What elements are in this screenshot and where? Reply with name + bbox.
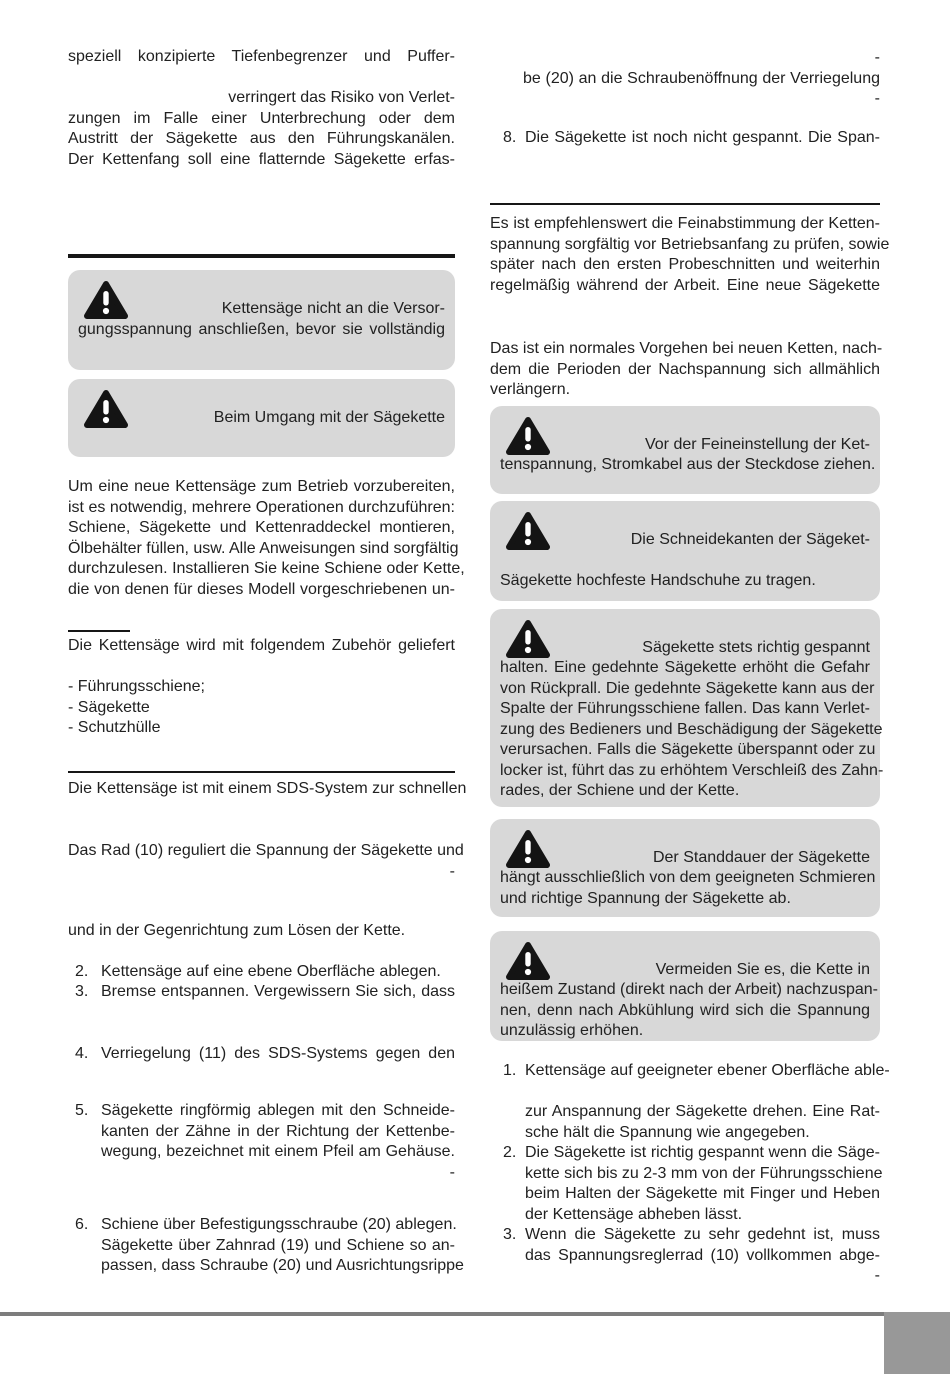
text-line: Das Rad (10) reguliert die Spannung der Sägekette und — [68, 842, 464, 859]
footer-rule — [0, 1312, 884, 1316]
text-line: Beim Umgang mit der Sägekette — [213, 409, 445, 426]
list-number: 1. — [503, 1061, 517, 1079]
text-line: Spalte der Führungsschiene fallen. Das kann Verlet- — [500, 700, 870, 717]
warning-triangle-icon — [505, 619, 551, 659]
text-line: dem die Perioden der Nachspannung sich allmählich — [490, 360, 880, 378]
warning-box — [490, 406, 880, 494]
text-line: Verriegelung (11) des SDS-Systems gegen den — [101, 1044, 455, 1062]
text-line: das Spannungsreglerrad (10) vollkommen abge- — [525, 1246, 880, 1264]
right-column — [490, 0, 890, 1287]
text-line: und in der Gegenrichtung zum Lösen der Kette. — [68, 922, 406, 939]
list-item — [68, 982, 455, 1003]
warning-triangle-icon — [83, 389, 129, 429]
paragraph — [68, 921, 455, 942]
paragraph — [68, 841, 464, 882]
text-line: Schiene über Befestigungsschraube (20) ablegen. — [101, 1216, 457, 1233]
text-line: - — [449, 862, 455, 880]
text-line: Sägekette hochfeste Handschuhe zu tragen. — [500, 571, 816, 589]
paragraph — [490, 339, 883, 401]
text-line: - — [874, 90, 880, 107]
text-line: - — [874, 49, 880, 66]
text-line: - — [874, 1267, 880, 1284]
warning-triangle-icon — [83, 280, 129, 320]
text-line: Austritt der Sägekette aus den Führungskanälen. — [68, 130, 455, 147]
warning-triangle-icon — [505, 511, 551, 551]
text-line: verlängern. — [490, 381, 571, 398]
text-line: Der Standdauer der Sägekette — [652, 848, 870, 866]
warning-triangle-icon — [505, 829, 551, 869]
text-line: locker ist, führt das zu erhöhtem Verschleiß des Zahn- — [500, 761, 884, 779]
text-line: wegung, bezeichnet mit einem Pfeil am Gehäuse. — [101, 1143, 455, 1160]
text-line: Die Kettensäge wird mit folgendem Zubehör geliefert — [68, 637, 455, 654]
text-line: beim Halten der Sägekette mit Finger und Heben — [525, 1185, 880, 1202]
text-line: zung des Bedieners und Beschädigung der Sägekette — [500, 720, 883, 738]
text-line: nen, denn nach Abkühlung wird sich die Spannung — [500, 1001, 870, 1019]
text-line: tenspannung, Stromkabel aus der Steckdose ziehen. — [500, 456, 876, 473]
text-line: heißem Zustand (direkt nach der Arbeit) nachzuspan- — [500, 981, 878, 998]
text-line: Sägekette ringförmig ablegen mit den Schneide- — [101, 1102, 455, 1119]
list-number: 5. — [75, 1102, 89, 1119]
warning-box — [490, 501, 880, 601]
text-line: Ölbehälter füllen, usw. Alle Anweisungen sind sorgfältig — [68, 539, 459, 557]
text-line: - Führungsschiene; — [68, 678, 205, 695]
divider-rule — [68, 630, 130, 632]
text-line: zungen im Falle einer Unterbrechung oder dem — [68, 109, 455, 127]
list-item — [490, 1143, 883, 1225]
text-line: Schiene, Sägekette und Kettenraddeckel montieren, — [68, 519, 455, 536]
text-line: rades, der Schiene und der Kette. — [500, 782, 740, 799]
warning-box — [490, 819, 880, 917]
text-line: Vermeiden Sie es, die Kette in — [655, 960, 870, 978]
text-line: Der Kettenfang soll eine flatternde Sägekette erfas- — [68, 150, 455, 168]
divider-rule — [68, 771, 455, 773]
text-line: durchzulesen. Installieren Sie keine Schiene oder Kette, — [68, 560, 465, 577]
list-item — [490, 1225, 880, 1287]
list-number: 6. — [75, 1216, 89, 1233]
list-item — [68, 1215, 464, 1277]
text-line: - Sägekette — [68, 698, 150, 716]
text-line: von Rückprall. Die gedehnte Sägekette kann aus der — [500, 679, 875, 697]
text-line: speziell konzipierte Tiefenbegrenzer und Puffer- — [68, 48, 455, 65]
text-line: - — [449, 1163, 455, 1181]
text-line: spannung sorgfältig vor Betriebsanfang zu prüfen, sowie — [490, 235, 890, 253]
text-line: gungsspannung anschließen, bevor sie vollständig — [78, 320, 445, 338]
text-line: später nach den ersten Probeschnitten und weiterhin — [490, 256, 880, 273]
warning-box — [490, 609, 884, 807]
blank-line — [68, 657, 455, 678]
paragraph — [68, 477, 465, 600]
text-line: - Schutzhülle — [68, 719, 161, 736]
text-line: Die Sägekette ist richtig gespannt wenn die Säge- — [525, 1144, 880, 1161]
text-line: der Kettensäge abheben lässt. — [525, 1205, 743, 1223]
paragraph — [490, 1102, 880, 1143]
list-number: 3. — [75, 983, 89, 1000]
text-line: halten. Eine gedehnte Sägekette erhöht die Gefahr — [500, 659, 870, 676]
paragraph — [490, 214, 890, 296]
text-line: be (20) an die Schraubenöffnung der Verriegelung — [523, 69, 880, 87]
list-number: 2. — [75, 962, 89, 980]
warning-box — [68, 270, 455, 370]
text-line: zur Anspannung der Sägekette drehen. Eine Rat- — [525, 1103, 880, 1120]
text-line: regelmäßig während der Arbeit. Eine neue Sägekette — [490, 276, 880, 294]
page-corner-block — [884, 1312, 950, 1374]
divider-rule — [490, 203, 880, 205]
divider-rule — [68, 254, 455, 258]
list-number: 2. — [503, 1144, 517, 1161]
list-item — [68, 962, 455, 983]
text-line: verringert das Risiko von Verlet- — [228, 89, 455, 106]
warning-box — [68, 379, 455, 457]
left-column — [68, 0, 467, 1277]
list-number: 4. — [75, 1044, 89, 1062]
text-line: sche hält die Spannung wie angegeben. — [525, 1123, 810, 1141]
paragraph — [68, 636, 455, 739]
text-line: Um eine neue Kettensäge zum Betrieb vorzubereiten, — [68, 478, 455, 495]
text-line: kette sich bis zu 2-3 mm von der Führungsschiene — [525, 1164, 883, 1182]
paragraph — [68, 47, 455, 170]
blank-line — [500, 550, 870, 571]
text-line: die von denen für dieses Modell vorgeschriebenen un- — [68, 580, 455, 598]
paragraph — [490, 48, 880, 110]
text-line: Kettensäge auf geeigneter ebener Oberfläche able- — [525, 1061, 890, 1079]
text-line: Sägekette über Zahnrad (19) und Schiene so an- — [101, 1236, 455, 1254]
text-line: Vor der Feineinstellung der Ket- — [644, 435, 870, 453]
list-item — [68, 1044, 455, 1065]
text-line: hängt ausschließlich von dem geeigneten Schmieren — [500, 869, 876, 886]
text-line: Die Schneidekanten der Sägeket- — [630, 530, 870, 548]
list-item — [490, 1061, 890, 1082]
list-number: 8. — [503, 128, 517, 146]
text-line: und richtige Spannung der Sägekette ab. — [500, 889, 791, 907]
paragraph — [68, 779, 467, 800]
text-line: Die Sägekette ist noch nicht gespannt. Die Span- — [525, 128, 880, 146]
text-line: Die Kettensäge ist mit einem SDS-System zur schnellen — [68, 779, 467, 797]
text-line: verursachen. Falls die Sägekette überspannt oder zu — [500, 741, 876, 758]
text-line: unzulässig erhöhen. — [500, 1022, 644, 1039]
text-line: Bremse entspannen. Vergewissern Sie sich, dass — [101, 983, 455, 1000]
warning-triangle-icon — [505, 416, 551, 456]
list-number: 3. — [503, 1226, 517, 1243]
text-line: Es ist empfehlenswert die Feinabstimmung der Ketten- — [490, 215, 880, 232]
text-line: passen, dass Schraube (20) und Ausrichtungsrippe — [101, 1257, 464, 1274]
text-line: Kettensäge nicht an die Versor- — [221, 300, 445, 317]
text-line: kanten der Zähne in der Richtung der Kettenbe- — [101, 1122, 455, 1140]
list-item — [68, 1101, 455, 1183]
text-line: Wenn die Sägekette zu sehr gedehnt ist, muss — [525, 1226, 880, 1243]
text-line: Kettensäge auf eine ebene Oberfläche ablegen. — [101, 962, 441, 980]
text-line: Sägekette stets richtig gespannt — [642, 638, 870, 656]
blank-line — [68, 68, 455, 89]
warning-box — [490, 931, 880, 1041]
text-line: ist es notwendig, mehrere Operationen durchzuführen: — [68, 498, 455, 516]
text-line: Das ist ein normales Vorgehen bei neuen Ketten, nach- — [490, 340, 883, 357]
list-item — [490, 128, 880, 149]
warning-triangle-icon — [505, 941, 551, 981]
